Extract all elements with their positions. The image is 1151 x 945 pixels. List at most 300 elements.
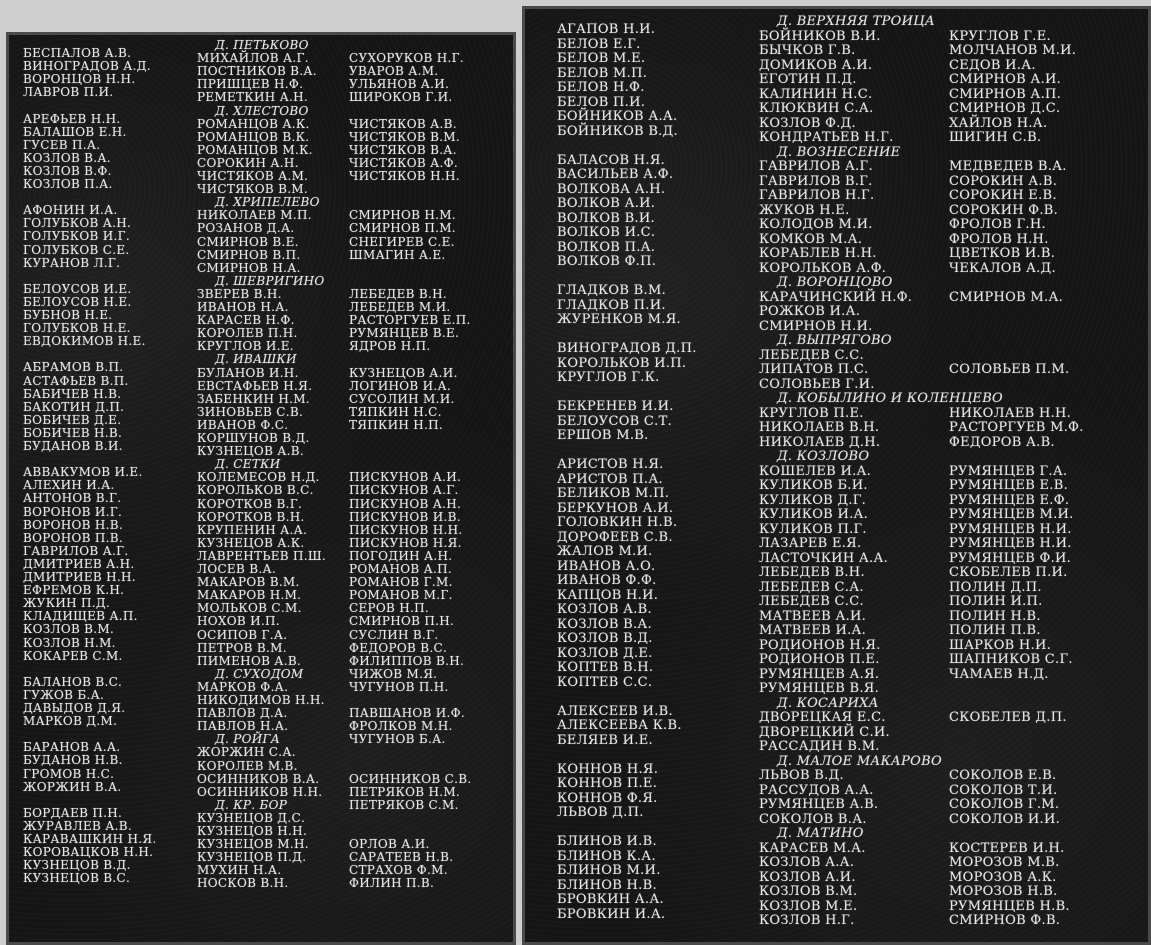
soldier-name: РУМЯНЦЕВ М.И.	[949, 507, 1074, 522]
soldier-name: ПАВЛОВ Д.А.	[197, 706, 288, 721]
soldier-name: ГУЖОВ Б.А.	[23, 687, 105, 702]
soldier-name: ЗАБЕНКИН Н.М.	[197, 391, 310, 406]
soldier-name: МАРКОВ Д.М.	[23, 714, 118, 729]
soldier-name: ВОРОНОВ И.Г.	[23, 504, 123, 519]
soldier-name: РАСТОРГУЕВ Е.П.	[349, 313, 471, 328]
soldier-name: СОКОЛОВ Т.И.	[949, 782, 1058, 798]
soldier-name: МАТВЕЕВ И.А.	[759, 623, 867, 638]
soldier-name: БАЛАШОВ Е.Н.	[23, 124, 127, 139]
soldier-name: СОРОКИН Ф.В.	[949, 202, 1059, 218]
soldier-name: ЛЕБЕДЕВ С.С.	[759, 594, 864, 609]
soldier-name: ЧАМАЕВ Н.Д.	[949, 666, 1049, 682]
soldier-name: МОРОЗОВ М.В.	[949, 855, 1060, 870]
soldier-name: ЕФРЕМОВ К.Н.	[23, 583, 125, 598]
village-heading: Д. СЕТКИ	[215, 457, 281, 472]
soldier-name: ФИЛИППОВ В.Н.	[349, 653, 465, 668]
soldier-name: РАССУДОВ А.А.	[759, 782, 874, 798]
soldier-name: БАРАНОВ А.А.	[23, 740, 121, 755]
soldier-name: ОСИННИКОВ В.А.	[197, 771, 320, 786]
soldier-name: ГАВРИЛОВ В.Г.	[759, 173, 873, 189]
soldier-name: СОРОКИН А.Н.	[197, 155, 299, 170]
soldier-name: ШАПНИКОВ С.Г.	[949, 652, 1073, 667]
soldier-name: КОРОТКОВ В.Г.	[197, 496, 303, 511]
soldier-name: КОЗЛОВ А.А.	[759, 855, 855, 870]
soldier-name: РАСТОРГУЕВ М.Ф.	[949, 420, 1084, 435]
soldier-name: РОМАНОВ Г.М.	[349, 575, 453, 590]
soldier-name: БЛИНОВ М.И.	[557, 863, 661, 878]
soldier-name: ПОСТНИКОВ В.А.	[197, 64, 317, 79]
soldier-name: РУМЯНЦЕВ Ф.И.	[949, 550, 1072, 566]
soldier-name: ДМИТРИЕВ Н.Н.	[23, 570, 136, 584]
soldier-name: СМИРНОВ Н.М.	[349, 208, 456, 223]
soldier-name: КОРОЛЬКОВ И.П.	[557, 355, 687, 371]
soldier-name: КАРАСЕВ М.А.	[759, 840, 866, 856]
soldier-name: БУЛАНОВ И.Н.	[197, 365, 299, 380]
soldier-name: ГАВРИЛОВ А.Г.	[23, 543, 129, 558]
soldier-name: ЖУРАВЛЕВ А.В.	[23, 818, 132, 833]
soldier-name: ЧИСТЯКОВ В.М.	[349, 129, 461, 144]
soldier-name: ПЕТРЯКОВ Н.М.	[349, 784, 461, 799]
soldier-name: ТЯПКИН Н.С.	[349, 404, 442, 419]
soldier-name: КУЗНЕЦОВ Д.С.	[197, 810, 306, 825]
soldier-name: КРУПЕНИН А.А.	[197, 522, 308, 537]
soldier-name: КОЗЛОВ А.И.	[759, 869, 856, 885]
soldier-name: СОКОЛОВ В.А.	[759, 811, 867, 827]
soldier-name: АЛЕКСЕЕВ И.В.	[557, 703, 673, 719]
soldier-name: СМИРНОВ Н.И.	[759, 318, 873, 334]
soldier-name: КОЛЕМЕСОВ Н.Д.	[197, 470, 320, 485]
soldier-name: ГОЛУБКОВ Н.Е.	[23, 321, 131, 336]
soldier-name: ЛИПАТОВ П.С.	[759, 362, 869, 377]
soldier-name: БЕЛОУСОВ С.Т.	[557, 413, 673, 429]
village-heading: Д. КОСАРИХА	[777, 695, 879, 711]
soldier-name: ПОЛИН Д.П.	[949, 579, 1042, 595]
soldier-name: ЗИНОВЬЕВ С.В.	[197, 404, 304, 419]
soldier-name: СМИРНОВ Д.С.	[949, 101, 1061, 116]
soldier-name: КРУГЛОВ Г.К.	[557, 370, 660, 385]
soldier-name: СУСОЛИН М.И.	[349, 391, 455, 406]
soldier-name: АВВАКУМОВ И.Е.	[23, 465, 143, 480]
soldier-name: МАКАРОВ В.М.	[197, 575, 300, 590]
soldier-name: ГЛАДКОВ В.М.	[557, 283, 667, 298]
village-heading: Д. ВОРОНЦОВО	[777, 275, 893, 290]
soldier-name: ГРОМОВ Н.С.	[23, 766, 115, 781]
soldier-name: БЕЛОВ Е.Г.	[557, 36, 641, 52]
village-heading: Д. МАЛОЕ МАКАРОВО	[777, 753, 942, 769]
soldier-name: БОЙНИКОВ А.А.	[557, 109, 678, 124]
soldier-name: МАРКОВ Ф.А.	[197, 679, 289, 694]
soldier-name: ПИСКУНОВ И.В.	[349, 509, 461, 524]
soldier-name: ГЛАДКОВ П.И.	[557, 297, 666, 313]
soldier-name: ДВОРЕЦКИЙ С.И.	[759, 724, 890, 740]
soldier-name: КОННОВ П.Е.	[557, 776, 658, 791]
soldier-name: БЕЛОВ М.Е.	[557, 51, 646, 66]
soldier-name: ВОЛКОВ А.И.	[557, 196, 656, 211]
soldier-name: ШИРОКОВ Г.И.	[349, 90, 453, 105]
soldier-name: РУМЯНЦЕВ Н.В.	[949, 898, 1070, 914]
soldier-name: БЕЛОУСОВ И.Е.	[23, 281, 132, 296]
soldier-name: СНЕГИРЕВ С.Е.	[349, 234, 455, 249]
soldier-name: АГАПОВ Н.И.	[557, 22, 656, 37]
soldier-name: КОРШУНОВ В.Д.	[197, 431, 310, 445]
soldier-name: ЛАВРЕНТЬЕВ П.Ш.	[197, 548, 326, 563]
village-heading: Д. ХРИПЕЛЕВО	[215, 195, 320, 210]
village-heading: Д. ШЕВРИГИНО	[215, 273, 325, 288]
village-heading: Д. ХЛЕСТОВО	[215, 103, 309, 118]
soldier-name: ИВАНОВ Н.А.	[197, 300, 289, 314]
soldier-name: ПИМЕНОВ А.В.	[197, 653, 302, 668]
soldier-name: КОРОЛЕВ М.В.	[197, 758, 298, 773]
soldier-name: ЯДРОВ Н.П.	[349, 339, 431, 354]
village-heading: Д. СУХОДОМ	[215, 666, 304, 681]
soldier-name: ФЕДОРОВ В.С.	[349, 640, 448, 655]
soldier-name: НИКОЛАЕВ В.Н.	[759, 420, 880, 435]
soldier-name: МИХАЙЛОВ А.Г.	[197, 51, 309, 66]
soldier-name: БОБИЧЕВ Д.Е.	[23, 412, 122, 427]
soldier-name: РУМЯНЦЕВ Н.И.	[949, 521, 1072, 537]
soldier-name: ПОЛИН Н.В.	[949, 608, 1041, 624]
soldier-name: АРИСТОВ Н.Я.	[557, 457, 664, 472]
soldier-name: РОЗАНОВ Д.А.	[197, 221, 295, 236]
soldier-name: СОРОКИН А.В.	[949, 173, 1058, 189]
village-heading: Д. КР. БОР	[215, 797, 288, 812]
soldier-name: АНТОНОВ В.Г.	[23, 491, 122, 506]
soldier-name: ЧИСТЯКОВ В.А.	[349, 142, 457, 157]
soldier-name: СОКОЛОВ Е.В.	[949, 768, 1057, 783]
soldier-name: СОЛОВЬЕВ Г.И.	[759, 376, 875, 392]
soldier-name: ЧИЖОВ М.Я.	[349, 666, 438, 681]
soldier-name: ВОЛКОВ В.И.	[557, 210, 655, 226]
soldier-name: БЕСПАЛОВ А.В.	[23, 46, 132, 60]
soldier-name: ФРОЛКОВ М.Н.	[349, 719, 453, 734]
soldier-name: БЫЧКОВ Г.В.	[759, 43, 856, 58]
village-heading: Д. КОБЫЛИНО И КОЛЕНЦЕВО	[777, 391, 1004, 406]
soldier-name: КОРАБЛЕВ Н.Н.	[759, 246, 877, 261]
soldier-name: РАССАДИН В.М.	[759, 739, 880, 754]
soldier-name: РУМЯНЦЕВ А.В.	[759, 797, 879, 812]
soldier-name: СОКОЛОВ И.И.	[949, 811, 1061, 827]
soldier-name: ВИНОГРАДОВ Д.П.	[557, 341, 697, 356]
soldier-name: БАКОТИН Д.П.	[23, 399, 125, 414]
village-heading: Д. МАТИНО	[777, 826, 864, 841]
soldier-name: КЛАДИЩЕВ А.П.	[23, 609, 138, 624]
soldier-name: ДМИТРИЕВ А.Н.	[23, 556, 135, 571]
soldier-name: ЛЕБЕДЕВ С.С.	[759, 347, 864, 363]
soldier-name: КАЛИНИН Н.С.	[759, 86, 873, 102]
soldier-name: СМИРНОВ М.А.	[949, 289, 1064, 305]
soldier-name: КУЛИКОВ И.А.	[759, 507, 869, 522]
soldier-name: РУМЯНЦЕВ Г.А.	[949, 463, 1068, 479]
soldier-name: ШИГИН С.В.	[949, 130, 1042, 145]
soldier-name: ЕВДОКИМОВ Н.Е.	[23, 334, 146, 349]
soldier-name: РУМЯНЦЕВ Н.И.	[949, 536, 1072, 551]
soldier-name: СКОБЕЛЕВ Д.П.	[949, 710, 1067, 725]
soldier-name: КОЗЛОВ В.А.	[557, 616, 652, 632]
soldier-name: КАРАЧИНСКИЙ Н.Ф.	[759, 289, 913, 305]
soldier-name: ФРОЛОВ Г.Н.	[949, 217, 1046, 232]
soldier-name: ОСИННИКОВ Н.Н.	[197, 784, 323, 799]
soldier-name: РУМЯНЦЕВ Е.В.	[949, 478, 1069, 493]
soldier-name: СЕРОВ Н.П.	[349, 601, 430, 616]
soldier-name: БОЙНИКОВ В.Д.	[557, 123, 678, 139]
soldier-name: КОЗЛОВ А.В.	[557, 602, 652, 617]
soldier-name: ШАРКОВ Н.И.	[949, 637, 1052, 653]
soldier-name: БЕКРЕНЕВ И.И.	[557, 399, 674, 414]
soldier-name: НИКОЛАЕВ Н.Н.	[949, 405, 1072, 421]
soldier-name: ПОЛИН П.В.	[949, 623, 1041, 638]
soldier-name: БЛИНОВ И.В.	[557, 834, 657, 849]
soldier-name: ПИСКУНОВ А.Н.	[349, 496, 462, 511]
soldier-name: РУМЯНЦЕВ Е.Ф.	[949, 492, 1070, 508]
soldier-name: СМИРНОВ Н.А.	[197, 260, 301, 275]
soldier-name: КОЛОДОВ М.И.	[759, 217, 873, 232]
soldier-name: САРАТЕЕВ Н.В.	[349, 850, 454, 865]
soldier-name: КОЗЛОВ В.Ф.	[23, 163, 112, 178]
soldier-name: ЦВЕТКОВ И.В.	[949, 246, 1056, 261]
soldier-name: РУМЯНЦЕВ В.Я.	[759, 681, 880, 696]
soldier-name: КУЗНЕЦОВ М.Н.	[197, 837, 309, 852]
soldier-name: КОРОЛЬКОВ В.С.	[197, 483, 314, 498]
soldier-name: РОЖКОВ И.А.	[759, 304, 861, 319]
memorial-plaque-right	[522, 6, 1151, 945]
soldier-name: КУЗНЕЦОВ А.И.	[349, 365, 458, 380]
soldier-name: РОМАНЦОВ М.К.	[197, 142, 313, 157]
soldier-name: ПАВШАНОВ И.Ф.	[349, 706, 466, 721]
soldier-name: ПИСКУНОВ А.Г.	[349, 483, 459, 498]
soldier-name: ЧИСТЯКОВ А.М.	[197, 169, 309, 183]
soldier-name: КОЗЛОВ В.М.	[23, 622, 115, 637]
soldier-name: ДОРОФЕЕВ С.В.	[557, 529, 673, 545]
soldier-name: РЕМЕТКИН А.Н.	[197, 90, 308, 105]
soldier-name: КРУГЛОВ И.Е.	[197, 339, 294, 354]
soldier-name: ОРЛОВ А.И.	[349, 837, 430, 852]
soldier-name: НОХОВ И.П.	[197, 614, 280, 629]
soldier-name: ЛЕБЕДЕВ В.Н.	[349, 286, 448, 301]
soldier-name: КУЗНЕЦОВ В.Д.	[23, 858, 131, 873]
soldier-name: БОБИЧЕВ Н.В.	[23, 425, 123, 440]
soldier-name: ПИСКУНОВ А.И.	[349, 470, 462, 485]
soldier-name: ЖУКОВ Н.Е.	[759, 202, 850, 218]
soldier-name: КОННОВ Н.Я.	[557, 761, 659, 777]
soldier-name: БАБИЧЕВ Н.В.	[23, 386, 122, 401]
soldier-name: ХАЙЛОВ Н.А.	[949, 115, 1048, 131]
soldier-name: БЕЛЯЕВ И.Е.	[557, 732, 653, 748]
soldier-name: КУЗНЕЦОВ А.К.	[197, 535, 305, 550]
soldier-name: СОРОКИН Е.В.	[949, 188, 1057, 203]
soldier-name: ИВАНОВ Ф.Ф.	[557, 573, 657, 588]
soldier-name: ЖОРЖИН С.А.	[197, 745, 296, 760]
soldier-name: ЧИСТЯКОВ Н.Н.	[349, 169, 460, 183]
soldier-name: РОМАНЦОВ А.К.	[197, 116, 310, 131]
soldier-name: ЕРШОВ М.В.	[557, 428, 649, 443]
soldier-name: ЖАЛОВ М.И.	[557, 544, 653, 559]
soldier-name: МОЛЬКОВ С.М.	[197, 601, 302, 616]
soldier-name: СМИРНОВ П.Н.	[349, 614, 455, 629]
soldier-name: РОМАНЦОВ В.К.	[197, 129, 310, 144]
soldier-name: КЛЮКВИН С.А.	[759, 101, 874, 116]
soldier-name: КОШЕЛЕВ И.А.	[759, 463, 872, 479]
soldier-name: ЧУГУНОВ П.Н.	[349, 679, 449, 694]
soldier-name: КОРОВАЦКОВ Н.Н.	[23, 845, 154, 860]
soldier-name: СМИРНОВ А.И.	[949, 72, 1062, 87]
soldier-name: УЛЬЯНОВ А.И.	[349, 77, 450, 92]
soldier-name: ЛАВРОВ П.И.	[23, 85, 114, 100]
soldier-name: СОКОЛОВ Г.М.	[949, 797, 1060, 812]
soldier-name: БЛИНОВ Н.В.	[557, 877, 657, 893]
soldier-name: РОДИОНОВ Н.Я.	[759, 637, 881, 653]
soldier-name: КОЗЛОВ Д.Е.	[557, 645, 653, 661]
soldier-name: КОЗЛОВ В.М.	[759, 884, 858, 899]
soldier-name: ПИСКУНОВ Н.Я.	[349, 535, 462, 550]
soldier-name: НИКОДИМОВ Н.Н.	[197, 693, 325, 707]
soldier-name: КОЗЛОВ Н.М.	[23, 635, 116, 650]
soldier-name: ПРИШЦЕВ Н.Ф.	[197, 77, 304, 92]
soldier-name: БЕЛОВ М.П.	[557, 65, 648, 81]
soldier-name: РУМЯНЦЕВ А.Я.	[759, 666, 880, 682]
soldier-name: ВОРОНЦОВ Н.Н.	[23, 72, 136, 87]
soldier-name: БЛИНОВ К.А.	[557, 848, 656, 864]
soldier-name: БРОВКИН А.А.	[557, 892, 664, 907]
soldier-name: МОРОЗОВ Н.В.	[949, 884, 1058, 899]
soldier-name: ЧЕКАЛОВ А.Д.	[949, 260, 1056, 276]
soldier-name: НИКОЛАЕВ Д.Н.	[759, 434, 881, 450]
soldier-name: ЛОГИНОВ И.А.	[349, 378, 451, 393]
soldier-name: ЕВСТАФЬЕВ Н.Я.	[197, 378, 313, 393]
soldier-name: ВОЛКОВА А.Н.	[557, 181, 666, 197]
soldier-name: СТРАХОВ Ф.М.	[349, 863, 448, 878]
soldier-name: ДВОРЕЦКАЯ Е.С.	[759, 710, 886, 725]
soldier-name: БУДАНОВ В.И.	[23, 439, 123, 453]
soldier-name: КУЗНЕЦОВ П.Д.	[197, 850, 307, 865]
soldier-name: ФРОЛОВ Н.Н.	[949, 231, 1049, 247]
soldier-name: КОЗЛОВ М.Е.	[759, 898, 858, 914]
soldier-name: МАКАРОВ Н.М.	[197, 588, 302, 603]
soldier-name: ПЕТРОВ В.М.	[197, 640, 287, 655]
soldier-name: СУСЛИН В.Г.	[349, 627, 439, 642]
soldier-name: ДОМИКОВ А.И.	[759, 57, 873, 73]
soldier-name: ПАВЛОВ Н.А.	[197, 719, 289, 734]
soldier-name: СМИРНОВ А.П.	[949, 86, 1062, 102]
soldier-name: КОЗЛОВ Ф.Д.	[759, 115, 856, 131]
soldier-name: ПОЛИН И.П.	[949, 594, 1043, 609]
soldier-name: ВИНОГРАДОВ А.Д.	[23, 59, 151, 74]
soldier-name: ФИЛИН П.В.	[349, 876, 435, 891]
soldier-name: ЧИСТЯКОВ В.М.	[197, 182, 309, 197]
soldier-name: ЧИСТЯКОВ А.В.	[349, 116, 457, 131]
soldier-name: ПИСКУНОВ Н.Н.	[349, 522, 463, 537]
soldier-name: ГОЛУБКОВ С.Е.	[23, 242, 130, 257]
soldier-name: ЖУКИН П.Д.	[23, 596, 111, 611]
soldier-name: КОЗЛОВ В.Д.	[557, 631, 653, 646]
memorial-plaque-left	[6, 32, 516, 945]
soldier-name: ЛЕБЕДЕВ С.А.	[759, 579, 864, 595]
soldier-name: ВОРОНОВ П.В.	[23, 530, 124, 545]
soldier-name: КУЗНЕЦОВ Н.Н.	[197, 824, 308, 838]
soldier-name: КОЗЛОВ П.А.	[23, 177, 113, 191]
soldier-name: ЛЕБЕДЕВ М.И.	[349, 300, 451, 314]
soldier-name: ГУСЕВ П.А.	[23, 137, 101, 152]
soldier-name: КОНДРАТЬЕВ Н.Г.	[759, 130, 894, 145]
soldier-name: ТЯПКИН Н.П.	[349, 417, 444, 432]
soldier-name: ЛАЗАРЕВ Е.Я.	[759, 536, 862, 551]
soldier-name: ЛАСТОЧКИН А.А.	[759, 550, 889, 566]
soldier-name: БЕЛОВ Н.Ф.	[557, 80, 645, 95]
soldier-name: АЛЕКСЕЕВА К.В.	[557, 718, 682, 733]
soldier-name: КОЗЛОВ В.А.	[23, 150, 111, 165]
soldier-name: ФЕДОРОВ А.В.	[949, 434, 1055, 450]
soldier-name: ОСИННИКОВ С.В.	[349, 771, 472, 786]
soldier-name: БОРДАЕВ П.Н.	[23, 805, 123, 820]
soldier-name: АРЕФЬЕВ Н.Н.	[23, 111, 121, 126]
soldier-name: ПЕТРЯКОВ С.М.	[349, 797, 459, 812]
soldier-name: КОПТЕВ В.Н.	[557, 660, 654, 675]
soldier-name: БЕЛОУСОВ Н.Е.	[23, 294, 132, 309]
soldier-name: КУЗНЕЦОВ В.С.	[23, 871, 131, 886]
soldier-name: МЕДВЕДЕВ В.А.	[949, 159, 1067, 174]
soldier-name: БЕЛОВ П.И.	[557, 94, 646, 110]
soldier-name: СМИРНОВ В.Е.	[197, 234, 299, 249]
soldier-name: ИВАНОВ А.О.	[557, 558, 656, 574]
soldier-name: БАЛАСОВ Н.Я.	[557, 152, 666, 168]
soldier-name: ВОЛКОВ И.С.	[557, 225, 656, 240]
soldier-name: ВОЛКОВ П.А.	[557, 239, 656, 255]
soldier-name: ВАСИЛЬЕВ А.Ф.	[557, 167, 674, 182]
soldier-name: АЛЕХИН И.А.	[23, 478, 115, 493]
soldier-name: РОДИОНОВ П.Е.	[759, 652, 880, 667]
soldier-name: ГАВРИЛОВ А.Г.	[759, 159, 873, 174]
village-heading: Д. ПЕТЬКОВО	[215, 38, 309, 52]
soldier-name: МОЛЧАНОВ М.И.	[949, 43, 1077, 58]
soldier-name: СОЛОВЬЕВ П.М.	[949, 362, 1070, 377]
soldier-name: РОМАНОВ М.Г.	[349, 588, 453, 603]
soldier-name: КУЗНЕЦОВ А.В.	[197, 444, 305, 459]
soldier-name: СМИРНОВ Ф.В.	[949, 913, 1061, 928]
soldier-name: ГОЛУБКОВ И.Г.	[23, 229, 130, 244]
village-heading: Д. КОЗЛОВО	[777, 449, 870, 464]
soldier-name: КРУГЛОВ П.Е.	[759, 405, 864, 421]
soldier-name: АРИСТОВ П.А.	[557, 471, 663, 487]
soldier-name: КУРАНОВ Л.Г.	[23, 255, 121, 270]
soldier-name: КОПТЕВ С.С.	[557, 674, 653, 690]
soldier-name: НИКОЛАЕВ М.П.	[197, 208, 312, 223]
village-heading: Д. ВЫПРЯГОВО	[777, 333, 892, 348]
soldier-name: ЛЕБЕДЕВ В.Н.	[759, 565, 865, 580]
soldier-name: КОННОВ Ф.Я.	[557, 790, 658, 806]
village-heading: Д. РОЙГА	[215, 732, 281, 747]
soldier-name: БРОВКИН И.А.	[557, 906, 666, 922]
soldier-name: ГОЛУБКОВ А.Н.	[23, 216, 132, 231]
soldier-name: СУХОРУКОВ Н.Г.	[349, 51, 464, 66]
soldier-name: БОЙНИКОВ В.И.	[759, 28, 881, 44]
soldier-name: МУХИН Н.А.	[197, 863, 282, 878]
soldier-name: КОЗЛОВ Н.Г.	[759, 913, 855, 928]
soldier-name: КАРАВАШКИН Н.Я.	[23, 832, 157, 846]
soldier-name: АБРАМОВ В.П.	[23, 360, 124, 375]
soldier-name: БУБНОВ Н.Е.	[23, 308, 113, 322]
soldier-name: МАТВЕЕВ А.И.	[759, 608, 867, 624]
soldier-name: ЛЬВОВ В.Д.	[759, 768, 844, 783]
soldier-name: ГОЛОВКИН Н.В.	[557, 515, 678, 530]
soldier-name: МОРОЗОВ А.К.	[949, 869, 1057, 885]
soldier-name: ЛОСЕВ В.А.	[197, 562, 276, 576]
soldier-name: КРУГЛОВ Г.Е.	[949, 28, 1051, 44]
soldier-name: АФОНИН И.А.	[23, 203, 118, 218]
soldier-name: НОСКОВ В.Н.	[197, 876, 289, 891]
soldier-name: КОСТЕРЕВ И.Н.	[949, 840, 1065, 856]
soldier-name: РУМЯНЦЕВ В.Е.	[349, 326, 460, 341]
village-heading: Д. ИВАШКИ	[215, 352, 297, 367]
soldier-name: КОРОЛЬКОВ А.Ф.	[759, 260, 887, 276]
